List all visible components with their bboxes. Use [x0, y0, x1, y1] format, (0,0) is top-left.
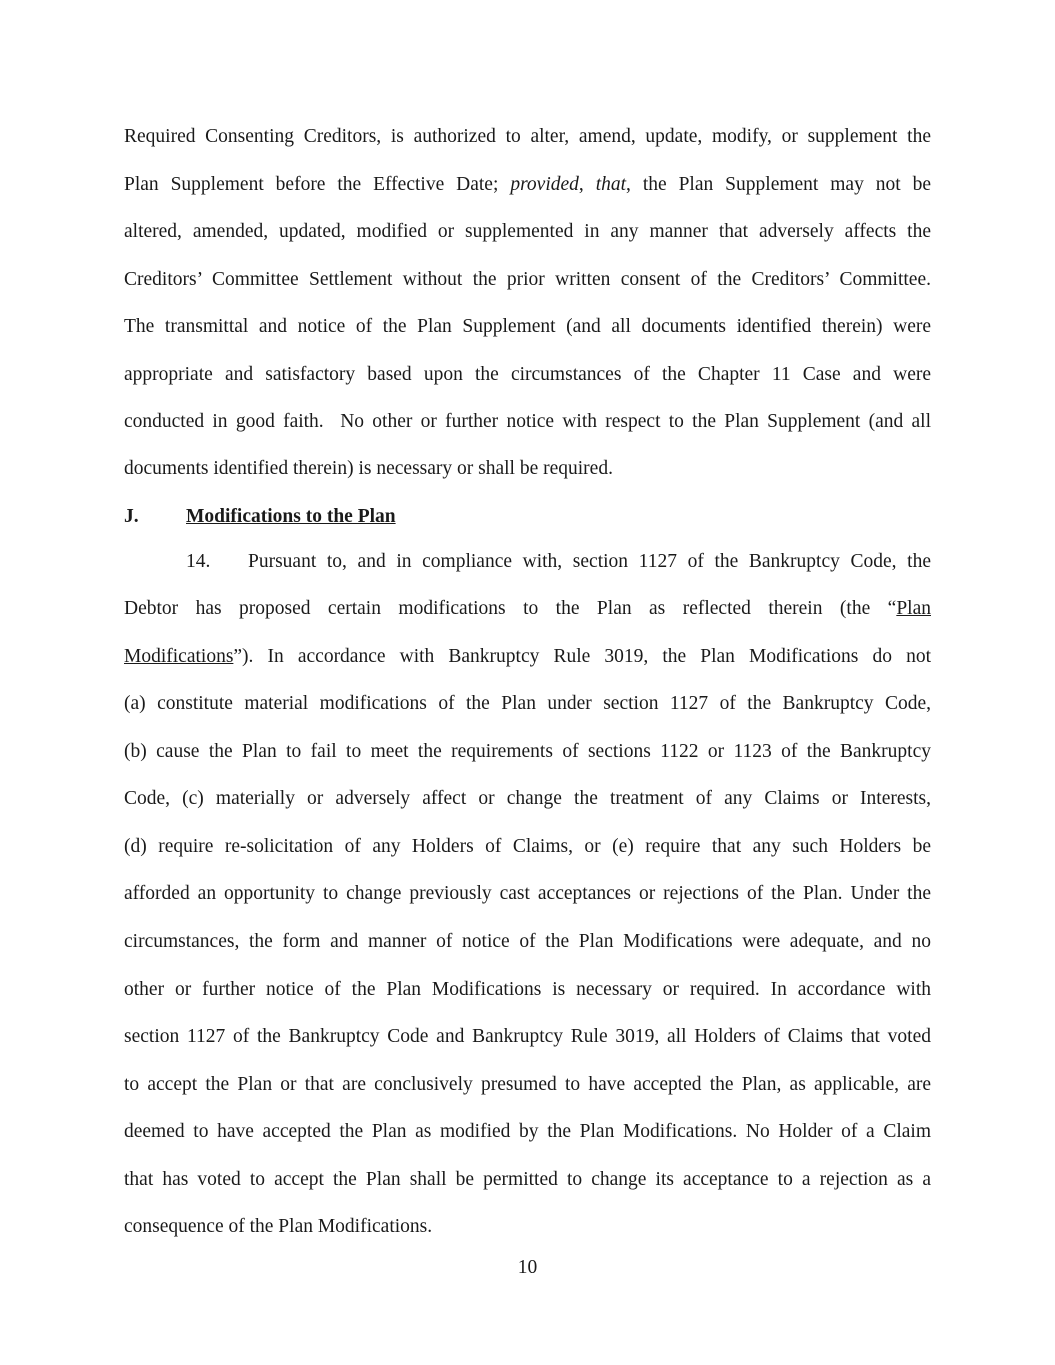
para14-line-13: deemed to have accepted the Plan as modified by the Plan Modifications. No Holder of a Claim	[124, 1121, 931, 1142]
section-title: Modifications to the Plan	[186, 506, 396, 527]
para14-line-11: section 1127 of the Bankruptcy Code and Bankruptcy Rule 3019, all Holders of Claims that voted	[124, 1026, 931, 1047]
para14-line-7: (d) require re-solicitation of any Holders of Claims, or (e) require that any such Holders be	[124, 836, 931, 857]
para14-line-1: 14. Pursuant to, and in compliance with, section 1127 of the Bankruptcy Code, the	[186, 551, 931, 572]
section-heading	[124, 505, 396, 529]
para14-line-8: afforded an opportunity to change previously cast acceptances or rejections of the Plan. Under the	[124, 883, 931, 904]
intro-line-3: altered, amended, updated, modified or supplemented in any manner that adversely affects the	[124, 221, 931, 242]
para14-number: 14.	[186, 551, 211, 572]
intro-line-2: Plan Supplement before the Effective Date; provided, that, the Plan Supplement may not be	[124, 174, 931, 195]
para14-line-5: (b) cause the Plan to fail to meet the requirements of sections 1122 or 1123 of the Bankruptcy	[124, 741, 931, 762]
para14-line-14: that has voted to accept the Plan shall be permitted to change its acceptance to a rejection as a	[124, 1169, 931, 1190]
para14-line-3: Modifications”). In accordance with Bankruptcy Rule 3019, the Plan Modifications do not	[124, 646, 931, 667]
para14-line-2: Debtor has proposed certain modifications to the Plan as reflected therein (the “Plan	[124, 598, 931, 619]
para14-line-15: consequence of the Plan Modifications.	[124, 1216, 433, 1237]
para14-line-12: to accept the Plan or that are conclusively presumed to have accepted the Plan, as applicable, are	[124, 1074, 931, 1095]
para14-line-6: Code, (c) materially or adversely affect or change the treatment of any Claims or Interests,	[124, 788, 931, 809]
para14-line-10: other or further notice of the Plan Modifications is necessary or required. In accordance with	[124, 979, 931, 1000]
intro-line-1: Required Consenting Creditors, is authorized to alter, amend, update, modify, or supplement the	[124, 126, 931, 147]
para14-line-4: (a) constitute material modifications of the Plan under section 1127 of the Bankruptcy Code,	[124, 693, 931, 714]
intro-line-4: Creditors’ Committee Settlement without the prior written consent of the Creditors’ Committee.	[124, 269, 931, 290]
para14-line-9: circumstances, the form and manner of notice of the Plan Modifications were adequate, and no	[124, 931, 931, 952]
intro-line-5: The transmittal and notice of the Plan Supplement (and all documents identified therein) were	[124, 316, 931, 337]
page-number: 10	[517, 1257, 538, 1278]
intro-line-7: conducted in good faith. No other or further notice with respect to the Plan Supplement (and all	[124, 411, 931, 432]
section-letter: J.	[124, 506, 139, 527]
intro-line-6: appropriate and satisfactory based upon the circumstances of the Chapter 11 Case and were	[124, 364, 931, 385]
intro-line-8: documents identified therein) is necessary or shall be required.	[124, 458, 613, 479]
